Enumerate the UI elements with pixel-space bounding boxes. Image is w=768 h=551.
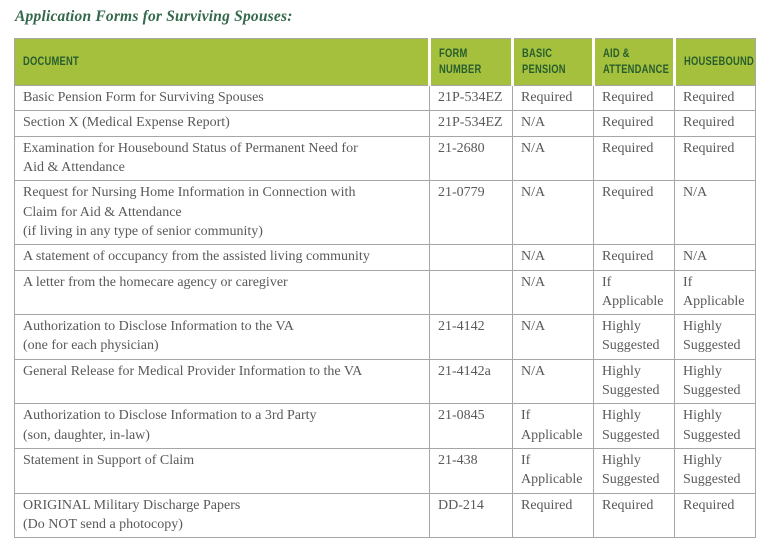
aid-attendance-cell: Required — [594, 245, 675, 270]
aid-attendance-cell: If Applicable — [594, 270, 675, 315]
aid-attendance-cell: Required — [594, 111, 675, 136]
page-title: Application Forms for Surviving Spouses: — [15, 8, 293, 25]
basic-pension-cell: N/A — [513, 181, 594, 245]
document-cell: General Release for Medical Provider Information to the VA — [15, 359, 430, 404]
table-row — [15, 449, 756, 494]
document-cell: Basic Pension Form for Surviving Spouses — [15, 86, 430, 111]
form-number-cell — [430, 270, 513, 315]
aid-attendance-cell: Highly Suggested — [594, 449, 675, 494]
table-header-row — [15, 39, 756, 86]
table-row — [15, 315, 756, 360]
form-number-cell: DD-214 — [430, 493, 513, 538]
housebound-cell: Highly Suggested — [675, 404, 756, 449]
housebound-cell: Highly Suggested — [675, 315, 756, 360]
basic-pension-cell: If Applicable — [513, 404, 594, 449]
table-row — [15, 245, 756, 270]
housebound-cell: Highly Suggested — [675, 359, 756, 404]
housebound-cell: N/A — [675, 181, 756, 245]
basic-pension-cell: N/A — [513, 111, 594, 136]
form-number-cell: 21-4142 — [430, 315, 513, 360]
document-cell: Authorization to Disclose Information to a 3rd Party (son, daughter, in-law) — [15, 404, 430, 449]
table-row — [15, 270, 756, 315]
table-row — [15, 181, 756, 245]
aid-attendance-cell: Required — [594, 136, 675, 181]
document-cell: A statement of occupancy from the assisted living community — [15, 245, 430, 270]
housebound-cell: Required — [675, 86, 756, 111]
document-cell: Statement in Support of Claim — [15, 449, 430, 494]
form-number-cell: 21-0779 — [430, 181, 513, 245]
aid-attendance-cell: Required — [594, 86, 675, 111]
housebound-cell: If Applicable — [675, 270, 756, 315]
table-row — [15, 86, 756, 111]
form-number-cell: 21-438 — [430, 449, 513, 494]
basic-pension-cell: If Applicable — [513, 449, 594, 494]
housebound-cell: Required — [675, 136, 756, 181]
application-forms-table — [14, 38, 756, 538]
table-row — [15, 111, 756, 136]
document-cell: Authorization to Disclose Information to the VA (one for each physician) — [15, 315, 430, 360]
table-row — [15, 359, 756, 404]
basic-pension-cell: N/A — [513, 270, 594, 315]
housebound-cell: N/A — [675, 245, 756, 270]
column-header-housebound: HOUSEBOUND — [675, 39, 756, 86]
form-number-cell: 21-4142a — [430, 359, 513, 404]
form-number-cell: 21P-534EZ — [430, 111, 513, 136]
basic-pension-cell: Required — [513, 86, 594, 111]
aid-attendance-cell: Required — [594, 181, 675, 245]
basic-pension-cell: Required — [513, 493, 594, 538]
aid-attendance-cell: Highly Suggested — [594, 315, 675, 360]
table-row — [15, 493, 756, 538]
aid-attendance-cell: Highly Suggested — [594, 404, 675, 449]
column-header-aid-attendance: AID & ATTENDANCE — [594, 39, 675, 86]
basic-pension-cell: N/A — [513, 315, 594, 360]
aid-attendance-cell: Required — [594, 493, 675, 538]
column-header-document: DOCUMENT — [15, 39, 430, 86]
form-number-cell: 21P-534EZ — [430, 86, 513, 111]
document-cell: Request for Nursing Home Information in Connection with Claim for Aid & Attendance (if living in any type of senior community) — [15, 181, 430, 245]
column-header-form-number: FORM NUMBER — [430, 39, 513, 86]
table-row — [15, 136, 756, 181]
housebound-cell: Required — [675, 111, 756, 136]
form-number-cell: 21-2680 — [430, 136, 513, 181]
document-cell: Examination for Housebound Status of Permanent Need for Aid & Attendance — [15, 136, 430, 181]
document-cell: Section X (Medical Expense Report) — [15, 111, 430, 136]
basic-pension-cell: N/A — [513, 245, 594, 270]
table-row — [15, 404, 756, 449]
document-cell: A letter from the homecare agency or caregiver — [15, 270, 430, 315]
housebound-cell: Highly Suggested — [675, 449, 756, 494]
basic-pension-cell: N/A — [513, 359, 594, 404]
document-cell: ORIGINAL Military Discharge Papers (Do NOT send a photocopy) — [15, 493, 430, 538]
housebound-cell: Required — [675, 493, 756, 538]
basic-pension-cell: N/A — [513, 136, 594, 181]
form-number-cell: 21-0845 — [430, 404, 513, 449]
form-number-cell — [430, 245, 513, 270]
aid-attendance-cell: Highly Suggested — [594, 359, 675, 404]
column-header-basic-pension: BASIC PENSION — [513, 39, 594, 86]
